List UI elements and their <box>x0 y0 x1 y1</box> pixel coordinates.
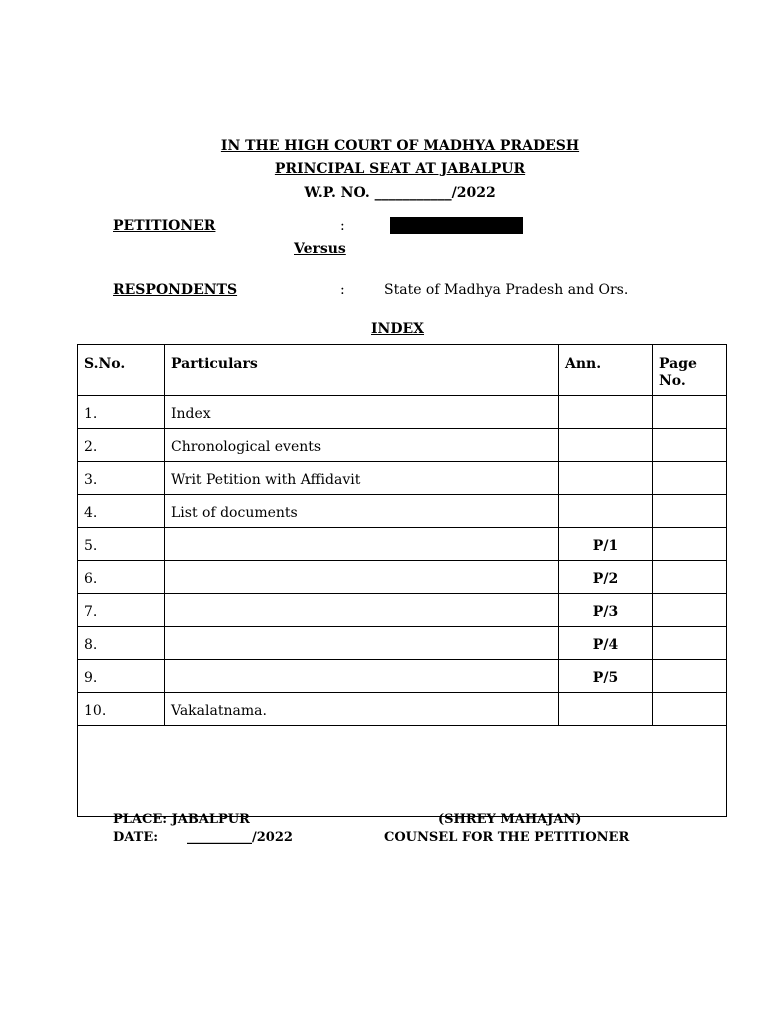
cell-particulars: Index <box>165 396 559 429</box>
cell-page-no <box>653 594 727 627</box>
counsel-title: COUNSEL FOR THE PETITIONER <box>384 830 630 845</box>
cell-particulars: List of documents <box>165 495 559 528</box>
table-row <box>78 693 727 726</box>
cell-page-no <box>653 561 727 594</box>
table-row <box>78 396 727 429</box>
table-row <box>78 495 727 528</box>
blank-cell <box>78 726 727 817</box>
cell-ann: P/5 <box>559 660 653 693</box>
index-title: INDEX <box>371 321 425 337</box>
cell-ann <box>559 693 653 726</box>
cell-ann: P/4 <box>559 627 653 660</box>
table-header-row <box>78 345 727 396</box>
table-row <box>78 528 727 561</box>
table-row <box>78 429 727 462</box>
cell-sno: 6. <box>78 561 165 594</box>
cell-sno: 8. <box>78 627 165 660</box>
table-row <box>78 594 727 627</box>
header-particulars: Particulars <box>165 345 559 396</box>
cell-page-no <box>653 396 727 429</box>
cell-ann: P/2 <box>559 561 653 594</box>
cell-sno: 5. <box>78 528 165 561</box>
cell-sno: 7. <box>78 594 165 627</box>
cell-particulars <box>165 627 559 660</box>
cell-page-no <box>653 693 727 726</box>
cell-sno: 4. <box>78 495 165 528</box>
petitioner-colon: : <box>340 218 345 234</box>
cell-ann <box>559 495 653 528</box>
index-table <box>77 344 727 817</box>
cell-particulars: Vakalatnama. <box>165 693 559 726</box>
header-page-no: Page No. <box>653 345 727 396</box>
header-sno: S.No. <box>78 345 165 396</box>
respondents-colon: : <box>340 282 345 298</box>
cell-sno: 2. <box>78 429 165 462</box>
blank-row <box>78 726 727 817</box>
cell-page-no <box>653 660 727 693</box>
cell-page-no <box>653 462 727 495</box>
respondents-label: RESPONDENTS <box>113 282 238 298</box>
cell-ann: P/1 <box>559 528 653 561</box>
cell-ann <box>559 396 653 429</box>
cell-ann <box>559 462 653 495</box>
petitioner-label: PETITIONER <box>113 218 216 234</box>
versus-label: Versus <box>294 241 346 257</box>
seat-name: PRINCIPAL SEAT AT JABALPUR <box>274 161 526 177</box>
table-row <box>78 462 727 495</box>
cell-page-no <box>653 627 727 660</box>
cell-particulars: Writ Petition with Affidavit <box>165 462 559 495</box>
header-ann: Ann. <box>559 345 653 396</box>
date-label: DATE: <box>113 830 159 845</box>
respondents-value: State of Madhya Pradesh and Ors. <box>384 282 629 298</box>
table-row <box>78 627 727 660</box>
redaction-block <box>390 217 523 234</box>
cell-sno: 10. <box>78 693 165 726</box>
cell-particulars <box>165 660 559 693</box>
cell-sno: 9. <box>78 660 165 693</box>
cell-particulars <box>165 561 559 594</box>
court-name: IN THE HIGH COURT OF MADHYA PRADESH <box>220 138 580 154</box>
table-row <box>78 561 727 594</box>
cell-ann: P/3 <box>559 594 653 627</box>
cell-page-no <box>653 495 727 528</box>
cell-page-no <box>653 429 727 462</box>
cell-particulars <box>165 528 559 561</box>
cell-sno: 1. <box>78 396 165 429</box>
cell-ann <box>559 429 653 462</box>
cell-sno: 3. <box>78 462 165 495</box>
cell-page-no <box>653 528 727 561</box>
table-row <box>78 660 727 693</box>
date-value: __________/2022 <box>187 830 293 845</box>
cell-particulars <box>165 594 559 627</box>
place-label: PLACE: JABALPUR <box>113 812 250 827</box>
cell-particulars: Chronological events <box>165 429 559 462</box>
counsel-name: (SHREY MAHAJAN) <box>438 812 582 827</box>
wp-number: W.P. NO. ___________/2022 <box>304 185 496 201</box>
